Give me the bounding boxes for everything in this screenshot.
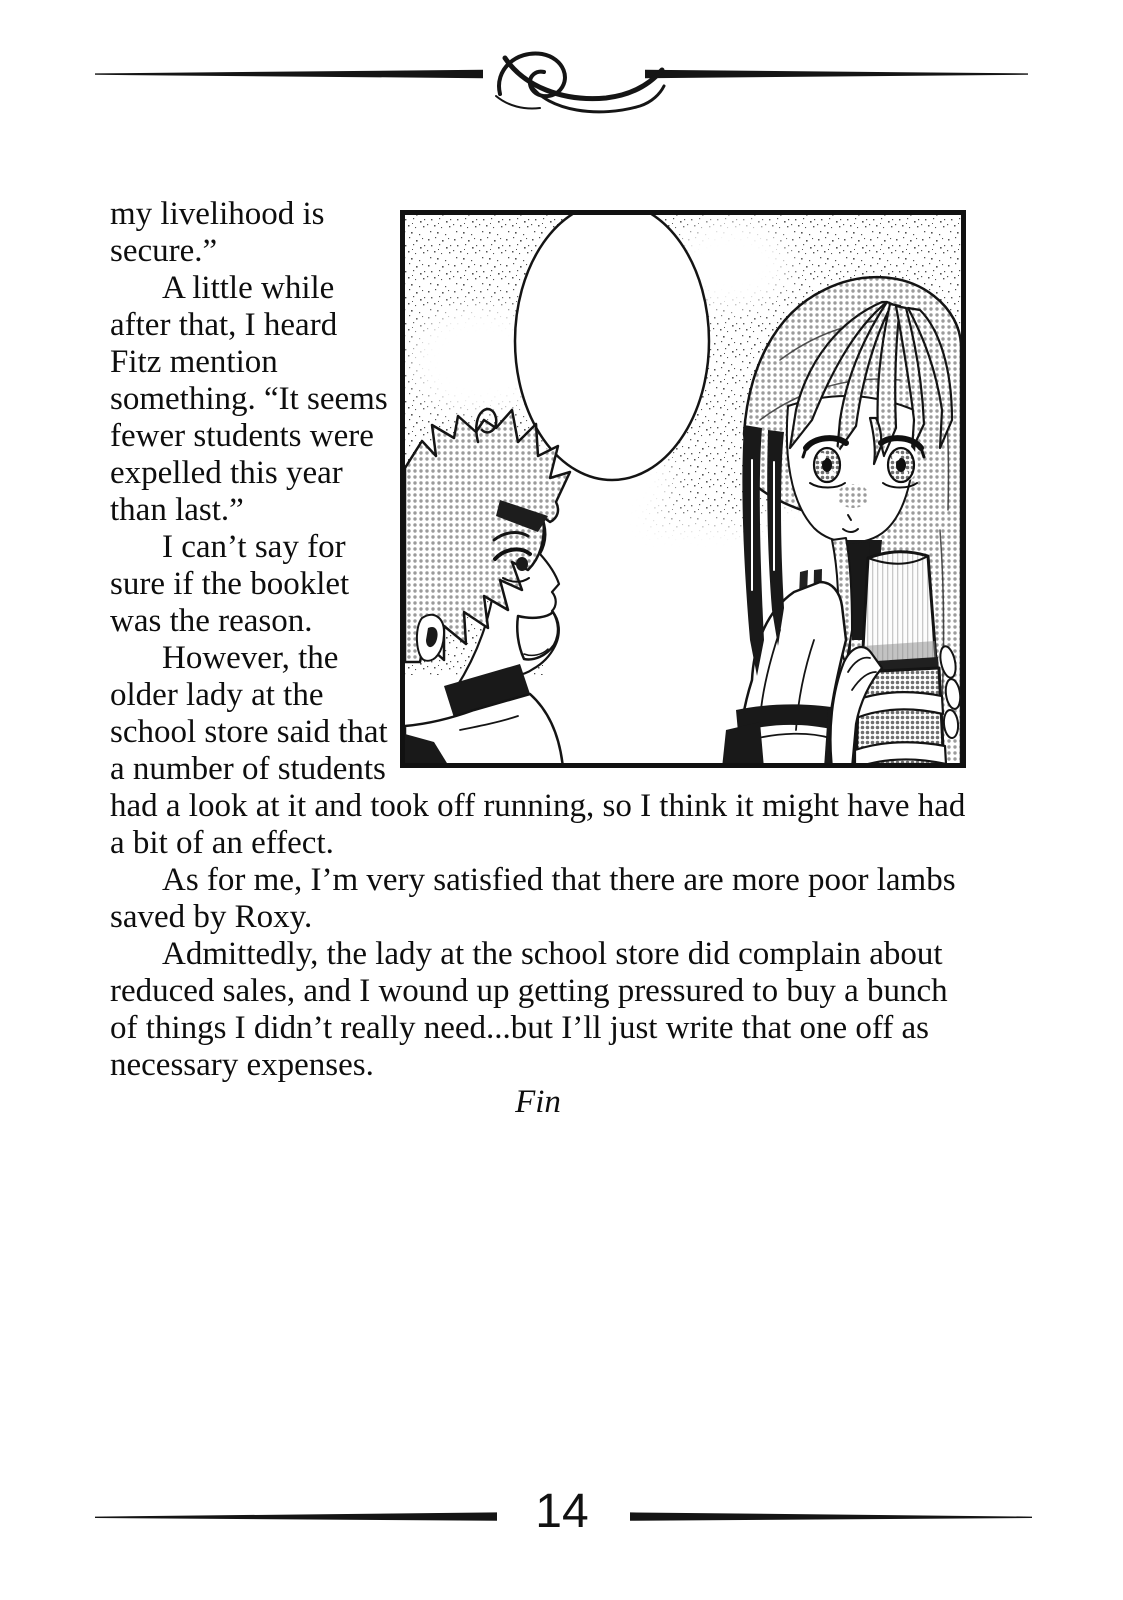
header-rule-left (95, 70, 483, 78)
paragraph: A little while after that, I heard Fitz mention something. “It seems fewer students were expelled this year than last.” (110, 270, 388, 528)
header-flourish-divider (0, 30, 1123, 150)
paragraph: I can’t say for sure if the booklet was the reason. (110, 529, 350, 639)
footer-rule-right (630, 1512, 1032, 1520)
footer-rule-left (95, 1512, 497, 1520)
paragraph: As for me, I’m very satisfied that there are more poor lambs saved by Roxy. (110, 862, 956, 935)
footer-divider (0, 1478, 1123, 1558)
blush-mark (837, 484, 869, 508)
manga-panel-illustration (400, 210, 966, 768)
paragraph: However, the older lady at the school store said that a number of students had a look at it and took off running, so I think it might have had a bit of an effect. (110, 640, 966, 861)
fin-label: Fin (515, 1084, 561, 1120)
header-rule-right (645, 70, 1028, 78)
paragraph: my livelihood is secure.” (110, 196, 325, 269)
speech-balloon (515, 210, 709, 480)
flourish-icon (496, 53, 664, 111)
page-number: 14 (535, 1485, 589, 1538)
paragraph: Admittedly, the lady at the school store did complain about reduced sales, and I wound up getting pressured to buy a bunch of things I didn’t really need...but I’ll just write that one off as necessary expenses. (110, 936, 948, 1083)
body-text (110, 196, 966, 1121)
